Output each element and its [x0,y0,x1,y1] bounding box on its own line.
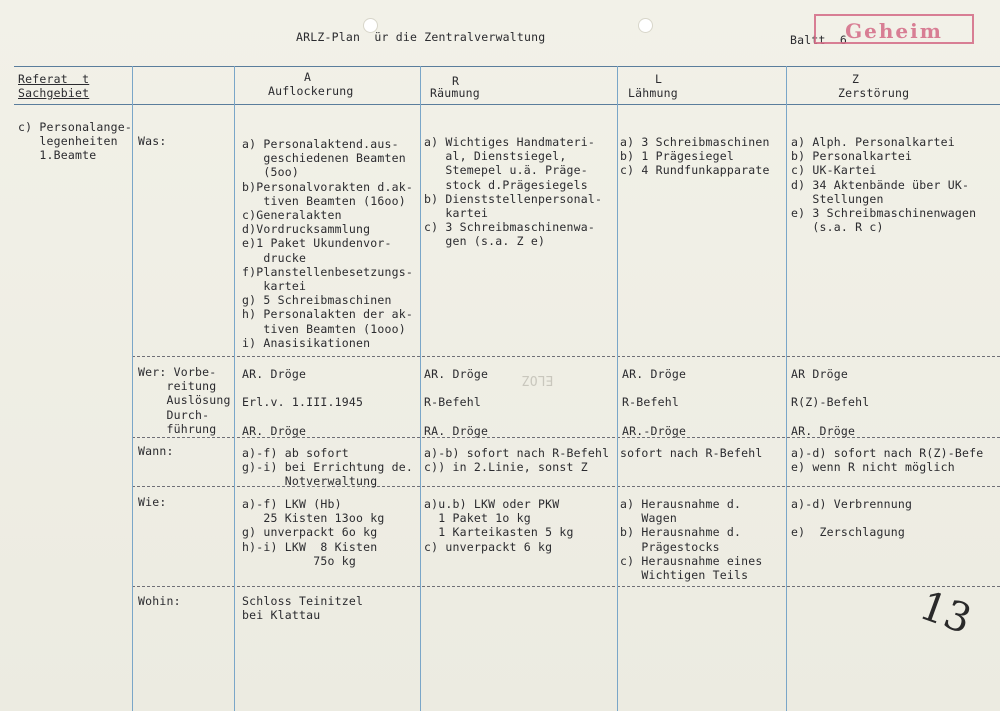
col-divider-z [786,66,787,711]
col-a-label: Auflockerung [268,84,354,98]
left-header-sachgebiet: Sachgebiet [18,86,90,100]
col-divider-a [234,66,235,711]
wer-l: AR. Dröge R-Befehl AR.-Dröge [622,367,687,438]
bleed-through-text: ELOZ [522,372,554,387]
col-a-letter: A [304,70,312,84]
row-divider-wie [132,586,1000,587]
was-r: a) Wichtiges Handmateri- al, Dienstsiegel, Stemepel u.ä. Präge- stock d.Prägesiegels b) Dienststellenpersonal- kartei c) 3 Schreibmaschinenwa- gen (s.a. Z e) [424,135,603,249]
row-label-wohin: Wohin: [138,594,181,608]
col-r-letter: R [452,74,460,88]
was-l: a) 3 Schreibmaschinen b) 1 Prägesiegel c) 4 Rundfunkapparate [620,135,770,178]
wohin-a: Schloss Teinitzel bei Klattau [242,594,364,623]
wie-a: a)-f) LKW (Hb) 25 Kisten 13oo kg g) unverpackt 6o kg h)-i) LKW 8 Kisten 75o kg [242,497,385,568]
section-personal: c) Personalange- legenheiten 1.Beamte [18,120,132,163]
geheim-stamp: Geheim [814,14,974,44]
row-label-wer: Wer: Vorbe- reitung Auslösung Durch- führung [138,365,231,436]
handwritten-page-number: 13 [913,582,978,644]
wer-a: AR. Dröge Erl.v. 1.III.1945 AR. Dröge [242,367,364,438]
wer-r: AR. Dröge R-Befehl RA. Dröge [424,367,489,438]
row-label-was: Was: [138,134,167,148]
header-bottom-rule [14,104,1000,105]
punch-hole-right [638,18,653,33]
col-divider-l [617,66,618,711]
wann-l: sofort nach R-Befehl [620,446,763,460]
col-l-label: Lähmung [628,86,678,100]
row-label-wann: Wann: [138,444,174,458]
left-header-referat: Referat t [18,72,90,86]
document-title: ARLZ-Plan ür die Zentralverwaltung [296,30,546,44]
wie-r: a)u.b) LKW oder PKW 1 Paket 1o kg 1 Karteikasten 5 kg c) unverpackt 6 kg [424,497,574,554]
wer-z: AR Dröge R(Z)-Befehl AR. Dröge [791,367,870,438]
col-r-label: Räumung [430,86,480,100]
wann-r: a)-b) sofort nach R-Befehl c)) in 2.Linie, sonst Z [424,446,610,475]
header-top-rule [14,66,1000,67]
row-label-wie: Wie: [138,495,167,509]
wann-z: a)-d) sofort nach R(Z)-Befe e) wenn R nicht möglich [791,446,984,475]
col-z-letter: Z [852,72,860,86]
wie-l: a) Herausnahme d. Wagen b) Herausnahme d. Prägestocks c) Herausnahme eines Wichtigen Teils [620,497,763,583]
col-z-label: Zerstörung [838,86,910,100]
wann-a: a)-f) ab sofort g)-i) bei Errichtung de. Notverwaltung [242,446,413,489]
wie-z: a)-d) Verbrennung e) Zerschlagung [791,497,913,540]
row-divider-was [132,356,1000,357]
col-divider-left [132,66,133,711]
col-l-letter: L [655,72,663,86]
sheet-number: Baltt 6 [790,33,847,47]
was-z: a) Alph. Personalkartei b) Personalkartei c) UK-Kartei d) 34 Aktenbände über UK- Stellungen e) 3 Schreibmaschinenwagen (s.a. R c) [791,135,977,235]
was-a: a) Personalaktend.aus- geschiedenen Beamten (5oo) b)Personalvorakten d.ak- tiven Beamten (16oo) c)Generalakten d)Vordrucksammlung e)1 Paket Ukundenvor- drucke f)Planstellenbesetzungs- kartei g) 5 Schreibmaschinen h) Personalakten der ak- tiven Beamten (1ooo) i) Anasisikationen [242,137,413,350]
col-divider-r [420,66,421,711]
